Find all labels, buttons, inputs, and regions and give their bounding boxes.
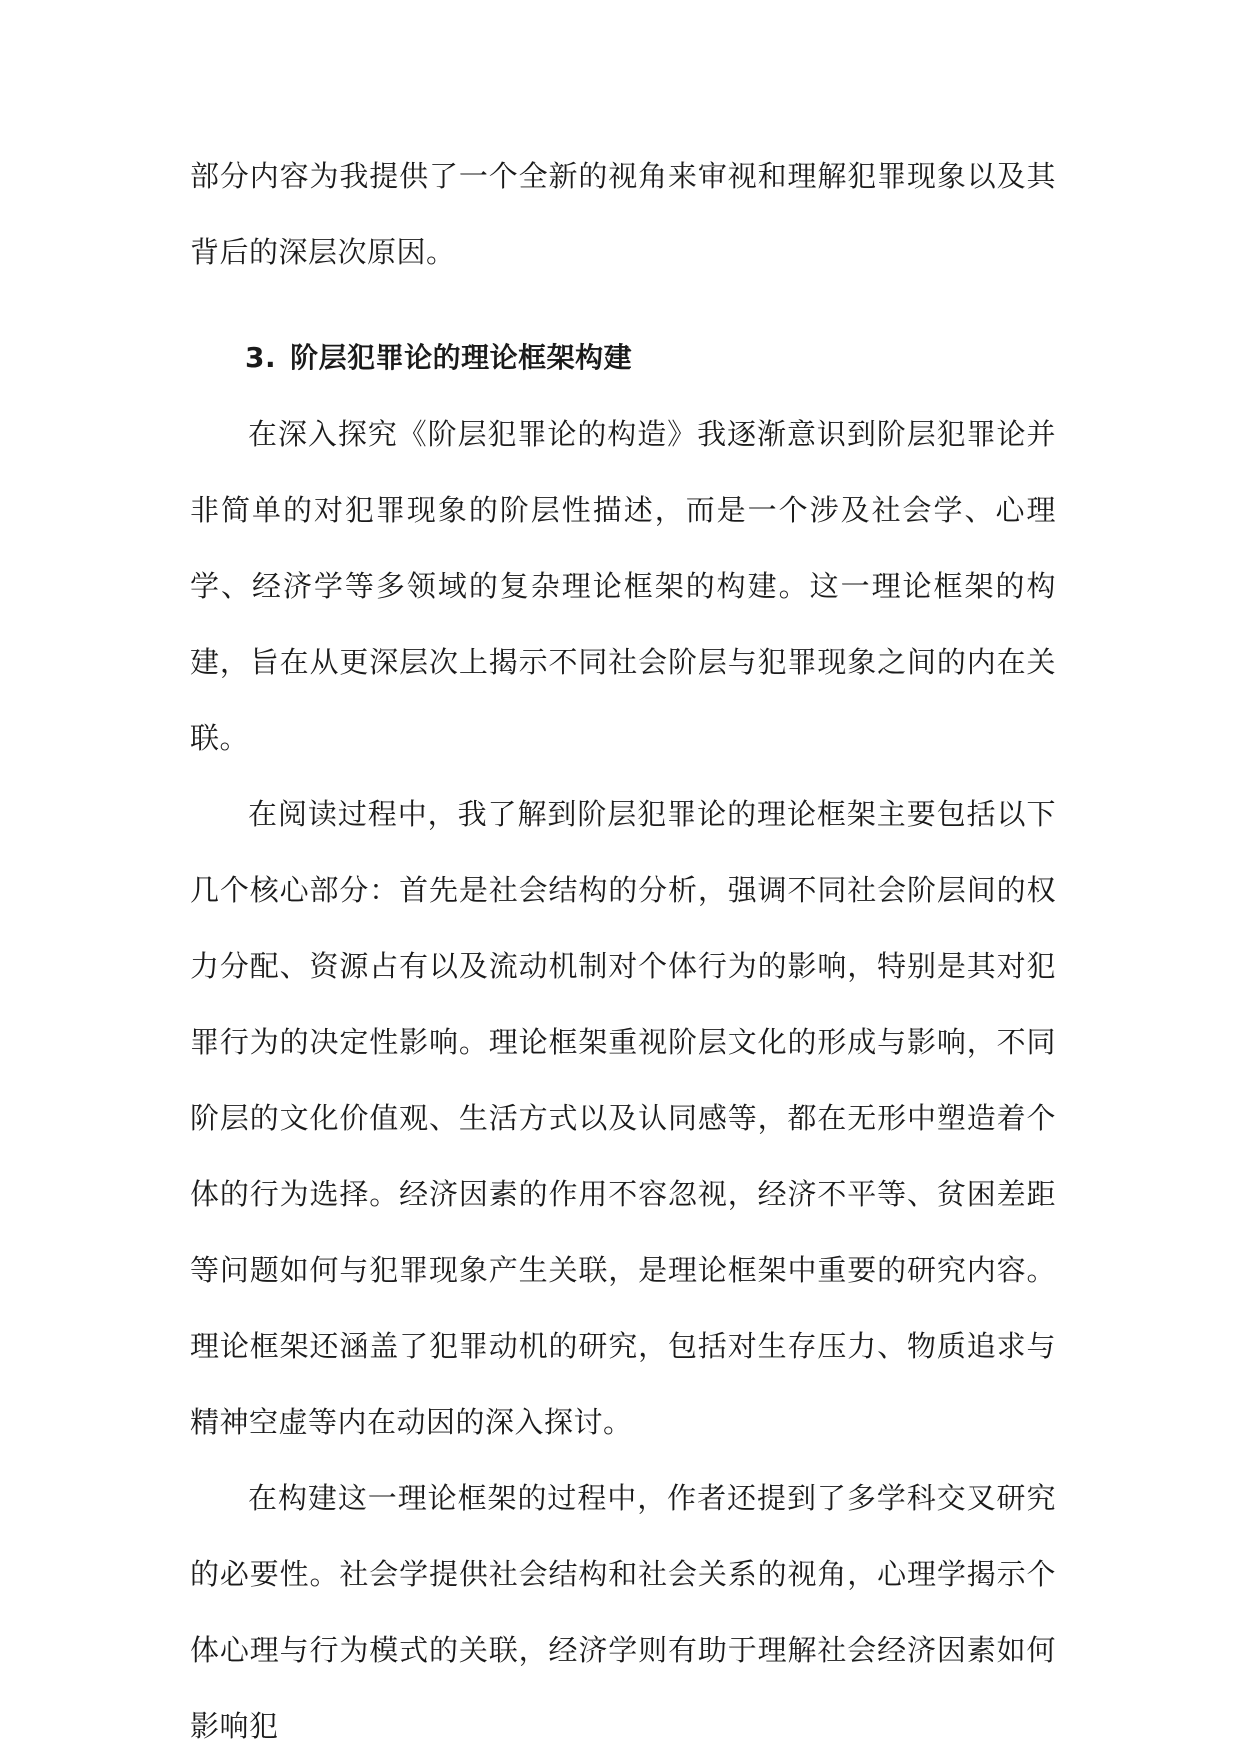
body-paragraph-1: 在深入探究《阶层犯罪论的构造》我逐渐意识到阶层犯罪论并非简单的对犯罪现象的阶层性描述，而是一个涉及社会学、心理学、经济学等多领域的复杂理论框架的构建。这一理论框架的构建，旨在从更深层次上揭示不同社会阶层与犯罪现象之间的内在关联。 xyxy=(190,417,1056,755)
section-heading xyxy=(190,320,1056,396)
section-title: 阶层犯罪论的理论框架构建 xyxy=(290,341,633,374)
section-number: 3. xyxy=(245,341,277,374)
continuation-paragraph: 部分内容为我提供了一个全新的视角来审视和理解犯罪现象以及其背后的深层次原因。 xyxy=(190,159,1056,269)
document-body xyxy=(190,138,1056,1764)
section-gap xyxy=(190,290,1056,320)
body-paragraph-3: 在构建这一理论框架的过程中，作者还提到了多学科交叉研究的必要性。社会学提供社会结构和社会关系的视角，心理学揭示个体心理与行为模式的关联，经济学则有助于理解社会经济因素如何影响犯 xyxy=(190,1481,1056,1743)
body-paragraph-2: 在阅读过程中，我了解到阶层犯罪论的理论框架主要包括以下几个核心部分：首先是社会结构的分析，强调不同社会阶层间的权力分配、资源占有以及流动机制对个体行为的影响，特别是其对犯罪行为的决定性影响。理论框架重视阶层文化的形成与影响，不同阶层的文化价值观、生活方式以及认同感等，都在无形中塑造着个体的行为选择。经济因素的作用不容忽视，经济不平等、贫困差距等问题如何与犯罪现象产生关联，是理论框架中重要的研究内容。理论框架还涵盖了犯罪动机的研究，包括对生存压力、物质追求与精神空虚等内在动因的深入探讨。 xyxy=(190,797,1056,1439)
